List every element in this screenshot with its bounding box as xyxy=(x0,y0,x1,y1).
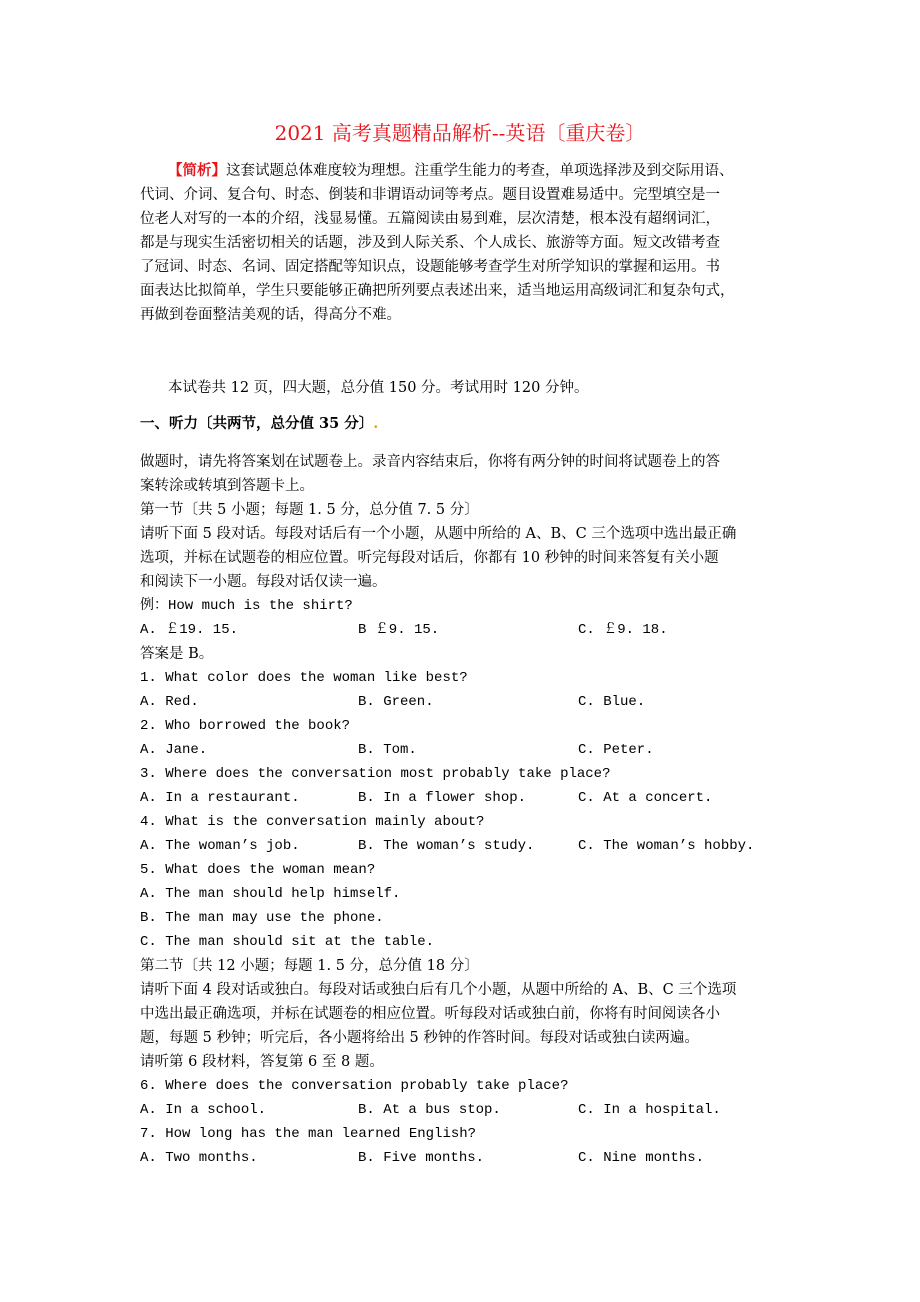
option-c: C. Nine months. xyxy=(578,1150,705,1166)
option-b: B. Five months. xyxy=(358,1150,485,1166)
text-line: 1. What color does the woman like best? xyxy=(140,670,468,686)
answer-options xyxy=(140,1098,785,1122)
text-line: C. The man should sit at the table. xyxy=(140,934,435,950)
option-a: A. ￡19. 15. xyxy=(140,622,239,638)
answer-options xyxy=(140,1146,785,1170)
text-line: B. The man may use the phone. xyxy=(140,910,384,926)
text-line: 第一节〔共 5 小题；每题 1. 5 分，总分值 7. 5 分〕 xyxy=(140,502,479,518)
text-line: 请听第 6 段材料，答复第 6 至 8 题。 xyxy=(140,1054,384,1070)
text-line: 案转涂或转填到答题卡上。 xyxy=(140,478,314,494)
option-a: A. In a school. xyxy=(140,1102,267,1118)
option-a: A. Jane. xyxy=(140,742,208,758)
section-heading-text: 一、听力〔共两节，总分值 35 分〕 xyxy=(140,415,374,432)
option-b: B ￡9. 15. xyxy=(358,622,440,638)
summary-paragraph xyxy=(140,159,785,327)
text-line: 第二节〔共 12 小题；每题 1. 5 分，总分值 18 分〕 xyxy=(140,958,479,974)
option-b: B. Green. xyxy=(358,694,434,710)
option-a: A. In a restaurant. xyxy=(140,790,300,806)
exam-intro: 本试卷共 12 页，四大题，总分值 150 分。考试用时 120 分钟。 xyxy=(168,380,589,396)
summary-line: 都是与现实生活密切相关的话题，涉及到人际关系、个人成长、旅游等方面。短文改错考查 xyxy=(140,235,720,251)
option-b: B. In a flower shop. xyxy=(358,790,527,806)
text-line: 和阅读下一小题。每段对话仅读一遍。 xyxy=(140,574,387,590)
summary-line: 再做到卷面整洁美观的话，得高分不难。 xyxy=(140,307,401,323)
answer-options xyxy=(140,690,785,714)
document-title: 2021 高考真题精品解析--英语〔重庆卷〕 xyxy=(274,121,646,145)
section-heading xyxy=(140,412,785,436)
text-line: 做题时，请先将答案划在试题卷上。录音内容结束后，你将有两分钟的时间将试题卷上的答 xyxy=(140,454,720,470)
summary-line: 代词、介词、复合句、时态、倒装和非谓语动词等考点。题目设置难易适中。完型填空是一 xyxy=(140,187,720,203)
section-dot: . xyxy=(373,415,379,432)
text-line: 请听下面 5 段对话。每段对话后有一个小题，从题中所给的 A、B、C 三个选项中选出最正确 xyxy=(140,526,737,542)
answer-options xyxy=(140,834,785,858)
summary-line xyxy=(140,159,785,183)
text-line: 3. Where does the conversation most probably take place? xyxy=(140,766,611,782)
option-c: C. Peter. xyxy=(578,742,654,758)
summary-line: 位老人对写的一本的介绍，浅显易懂。五篇阅读由易到难，层次清楚，根本没有超纲词汇， xyxy=(140,211,720,227)
option-a: A. Red. xyxy=(140,694,199,710)
text-line: 中选出最正确选项，并标在试题卷的相应位置。听每段对话或独白前，你将有时间阅读各小 xyxy=(140,1006,720,1022)
option-c: C. Blue. xyxy=(578,694,646,710)
option-c: C. ￡9. 18. xyxy=(578,622,668,638)
text-line: 2. Who borrowed the book? xyxy=(140,718,351,734)
text-line: 选项，并标在试题卷的相应位置。听完每段对话后，你都有 10 秒钟的时间来答复有关小题 xyxy=(140,550,719,566)
option-b: B. Tom. xyxy=(358,742,417,758)
summary-line: 了冠词、时态、名词、固定搭配等知识点，设题能够考查学生对所学知识的掌握和运用。书 xyxy=(140,259,720,275)
option-a: A. The woman’s job. xyxy=(140,838,300,854)
answer-options xyxy=(140,618,785,642)
option-c: C. At a concert. xyxy=(578,790,713,806)
answer-options xyxy=(140,738,785,762)
option-b: B. The woman’s study. xyxy=(358,838,535,854)
option-b: B. At a bus stop. xyxy=(358,1102,501,1118)
summary-label: 【简析】 xyxy=(168,162,226,179)
summary-line: 面表达比拟简单，学生只要能够正确把所列要点表述出来，适当地运用高级词汇和复杂句式， xyxy=(140,283,735,299)
text-line: 5. What does the woman mean? xyxy=(140,862,376,878)
option-c: C. In a hospital. xyxy=(578,1102,721,1118)
questions-body xyxy=(140,450,785,1170)
text-line: 7. How long has the man learned English? xyxy=(140,1126,477,1142)
option-a: A. Two months. xyxy=(140,1150,258,1166)
summary-text: 这套试题总体难度较为理想。注重学生能力的考查，单项选择涉及到交际用语、 xyxy=(226,163,734,179)
text-line: 答案是 B。 xyxy=(140,646,214,662)
text-line: 例：How much is the shirt? xyxy=(140,598,353,614)
text-line: 4. What is the conversation mainly about? xyxy=(140,814,485,830)
text-line: 请听下面 4 段对话或独白。每段对话或独白后有几个小题，从题中所给的 A、B、C 三个选项 xyxy=(140,982,737,998)
option-c: C. The woman’s hobby. xyxy=(578,838,755,854)
answer-options xyxy=(140,786,785,810)
text-line: 6. Where does the conversation probably take place? xyxy=(140,1078,569,1094)
text-line: 题，每题 5 秒钟；听完后，各小题将给出 5 秒钟的作答时间。每段对话或独白读两遍。 xyxy=(140,1030,699,1046)
text-line: A. The man should help himself. xyxy=(140,886,401,902)
